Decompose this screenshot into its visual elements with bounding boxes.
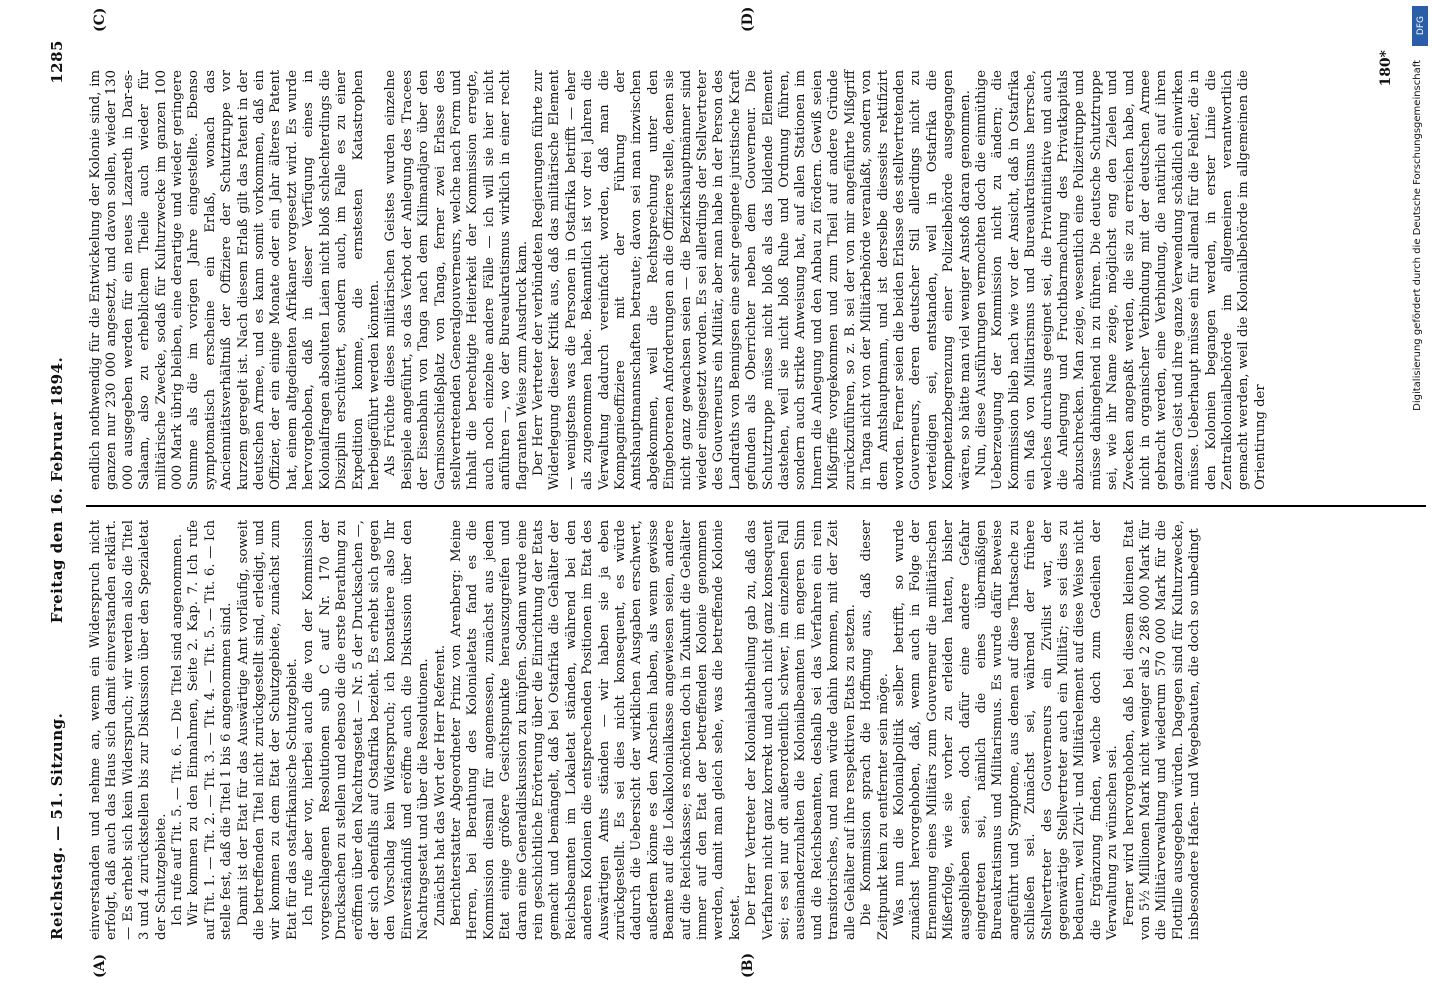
paragraph: Ferner wird hervorgehoben, daß bei diesem kleinen Etat von 5½ Millionen Mark nicht weniger als 2 286 000 Mark für die Militärverwaltung und wiederum 570 000 Mark für die Flottille ausgegeben würden. Dagegen sind für Kulturzwecke, insbesondere Hafen- und Wegebauten, die doch so unbedingt [1121,520,1203,940]
paragraph: einverstanden und nehme an, wenn ein Widerspruch nicht erfolgt, daß auch das Haus sich damit einverstanden erklärt. — Es erhebt sich kein Widerspruch; wir werden also die Titel 3 und 4 zurückstellen bis zur Diskussion über den Spezialetat der Schutzgebiete. [88,520,169,940]
paragraph: Wir kommen zu den Einnahmen, Seite 2. Kap. 7. Ich rufe auf Tit. 1. — Tit. 2. — Tit. 3. — Tit. 4. — Tit. 5. — Tit. 6. — Ich stelle fest, daß die Titel 1 bis 6 angenommen sind. [186,520,235,940]
paragraph: Der Herr Vertreter der verbündeten Regierungen führte zur Widerlegung dieser Kritik aus, daß das militärische Element — wenigstens was die Personen in Ostafrika betrifft — eher als zugenommen habe. Bekanntlich ist vor drei Jahren die Verwaltung dadurch vereinfacht worden, daß man die Kompagnieoffiziere mit der Führung der Amtshauptmannschaften betraute; davon sei man inzwischen abgekommen, weil die Rechtsprechung unter den Eingeborenen Anforderungen an die Offiziere stelle, denen sie nicht ganz gewachsen seien — die Bezirkshauptmänner sind wieder eingesetzt worden. Es sei allerdings der Stellvertreter des Gouverneurs ein Militär, aber man habe in der Person des Landraths von Bennigsen eine sehr geeignete juristische Kraft gefunden als Oberrichter neben dem Gouverneur. Die Schutztruppe müsse nicht bloß als das bildende Element dastehen, weil sie nicht bloß Ruhe und Ordnung führen, sondern auch strikte Anweisung hat, auf allen Stationen im Innern die Anlegung und den Anbau zu fördern. Gewiß seien Mißgriffe vorgekommen und zum Theil auf andere Gründe zurückzuführen, so z. B. sei der von mir angeführte Mißgriff in Tanga nicht von der Militärbehörde veranlaßt, sondern von dem Amtshauptmann, und ist derselbe diesseits rektifizirt worden. Ferner seien die beiden Erlasse des stellvertretenden Gouverneurs, deren deutscher Stil allerdings nicht zu verteidigen sei, entstanden, weil in Ostafrika die Kompetenzbegrenzung einer Polizeibehörde ausgegangen wären, so hätte man viel weniger Anstoß daran genommen. [530,70,973,490]
margin-marker-c: (C) [92,7,108,32]
margin-marker-a: (A) [92,953,108,978]
right-column [88,70,1269,490]
paragraph: endlich nothwendig für die Entwickelung der Kolonie sind, im ganzen nur 230 000 angesetzt, und davon sollen, wieder 130 000 ausgegeben werden für ein neues Lazareth in Dar-es-Salaam, also zu erheblichem Theile auch wieder für militärische Zwecke, sodaß für Kulturzwecke im ganzen 100 000 Mark übrig bleiben, eine derartige und wieder geringere Summe als die im vorigen Jahre eingestellte. Ebenso symptomatisch erscheine ein Erlaß, wonach das Anciennitätsverhältniß der Offiziere der Schutztruppe vor kurzem geregelt ist. Nach diesem Erlaß gilt das Patent in der deutschen Armee, und es kann somit vorkommen, daß ein Offizier, der ein einige Monate oder ein Jahr älteres Patent hat, einem altgedienten Afrikaner vorgesetzt wird. Es wurde hervorgehoben, daß in dieser Verfügung eines in Kolonialfragen absoluten Laien nicht bloß schlechterdings die Disziplin erschüttert, sondern auch, im Falle es zu einer Expedition komme, die ernstesten Katastrophen herbeigeführt werden könnten. [88,70,382,490]
paragraph: Was nun die Kolonialpolitik selber betrifft, so wurde zunächst hervorgehoben, daß, wenn auch in Folge der Ernennung eines Militärs zum Gouverneur die militärischen Mißerfolge, wie sie vorher zu erleiden hatten, bisher ausgeblieben seien, doch dafür eine andere Gefahr eingetreten sei, nämlich die eines übermäßigen Bureaukratismus und Militarismus. Es wurde dafür Beweise angeführt und Symptome, aus denen auf diese Thatsache zu schließen sei. Zunächst sei, während der frühere Stellvertreter des Gouverneurs ein Zivilist war, der gegenwärtige Stellvertreter auch ein Militär; es sei dies zu bedauern, weil Zivil- und Militärelement auf diese Weise nicht die Ergänzung finden, welche doch zum Gedeihen der Verwaltung zu wünschen sei. [891,520,1121,940]
margin-marker-d: (D) [740,6,756,32]
dfg-logo [1412,6,1428,46]
header-page-number: 1285 [48,40,66,84]
signature-number: 180* [1378,50,1394,87]
left-column [88,520,1204,940]
paragraph: Nun, diese Ausführungen vermochten doch die einmüthige Ueberzeugung der Kommission nicht zu ändern; die Kommission blieb nach wie vor der Ansicht, daß in Ostafrika ein Maß von Militarismus und Bureaukratismus herrsche, welches durchaus geeignet sei, die Privatinitiative und auch die Anlegung und Fruchtbarmachung des Privatkapitals abzuschrecken. Man zeige, wesentlich eine Polizeitruppe und müsse dahingehend in zu führen. Die deutsche Schutztruppe sei, wie ihr Name zeige, möglichst eng den Zielen und Zwecken angepaßt werden, die sie zu erreichen habe, und nicht in organischer Verbindung mit der deutschen Armee gebracht werden, eine Verbindung, die natürlich auf ihren ganzen Geist und ihre ganze Verwendung schädlich einwirken müsse. Ueberhaupt müsse ein für allemal für die Fehler, die in den Kolonien begangen werden, in erster Linie die Zentralkolonialbehörde im allgemeinen verantwortlich gemacht werden, weil die Kolonialbehörde im allgemeinen die Orientirung der [973,70,1268,490]
dfg-sidebar [1410,0,1432,1000]
header-session: Reichstag. — 51. Sitzung. [48,712,66,940]
page-header [48,40,78,940]
paragraph: Ich rufe auf Tit. 5. — Tit. 6. — Die Titel sind angenommen. [170,533,186,926]
margin-marker-b: (B) [740,952,756,978]
paragraph: Zunächst hat das Wort der Herr Referent. [432,644,448,926]
paragraph: Als Früchte dieses militärischen Geistes wurden einzelne Beispiele angeführt, so das Verbot der Anlegung des Tracees der Eisenbahn von Tanga nach dem Kilimandjaro über den Garnisonschießplatz von Tanga, ferner zwei Erlasse des stellvertretenden Generalgouverneurs, welche nach Form und Inhalt die berechtigte Heiterkeit der Kommission erregte, auch noch einzelne andere Fälle — ich will sie hier nicht anführen —, wo der Bureaukratismus wirklich in einer recht flagranten Weise zum Ausdruck kam. [383,70,530,490]
paragraph: Damit ist der Etat für das Auswärtige Amt vorläufig, soweit die betreffenden Titel nicht zurückgestellt sind, erledigt, und wir kommen zu dem Etat der Schutzgebiete, zunächst zum Etat für das ostafrikanische Schutzgebiet. [235,520,300,940]
paragraph: Der Herr Vertreter der Kolonialabtheilung gab zu, daß das Verfahren nicht ganz korrekt und auch nicht ganz konsequent sei; es sei nur oft außerordentlich schwer, im einzelnen Fall auseinanderzuhalten die Kolonialbeamten im engeren Sinn und die Reichsbeamten, deshalb sei das Verfahren ein rein transitorisches, und man würde dahin kommen, mit der Zeit alle Gehälter auf ihre respektiven Etats zu setzen. [744,520,858,940]
paragraph: Ich rufe aber vor, hierbei auch die von der Kommission vorgeschlagenen Resolutionen sub C auf Nr. 170 der Drucksachen zu stellen und ebenso die die erste Berathung zu eröffnen über den Nachtragsetat — Nr. 5 der Drucksachen —, der sich ebenfalls auf Ostafrika bezieht. Es erhebt sich gegen den Vorschlag kein Widerspruch; ich konstatiere also Ihr Einverständniß und eröffne auch die Diskussion über den Nachtragsetat und über die Resolutionen. [301,520,432,940]
paragraph: Die Kommission sprach die Hoffnung aus, daß dieser Zeitpunkt kein zu entfernter sein möge. [859,520,891,940]
funding-note: Digitalisierung gefördert durch die Deutsche Forschungsgemeinschaft [1412,60,1423,411]
column-divider [86,505,1426,507]
header-date: Freitag den 16. Februar 1894. [48,356,66,624]
paragraph: Berichterstatter Abgeordneter Prinz von Arenberg: Meine Herren, bei Berathung des Kolonialetats fand es die Kommission diesmal für angemessen, zunächst aus jedem Etat einige größere Gesichtspunkte herauszugreifen und daran eine Generaldiskussion zu knüpfen. Sodann wurde eine rein geschichtliche Erörterung über die Einrichtung der Etats gemacht und bemängelt, daß bei Ostafrika die Gehälter der Reichsbeamten im Lokaletat ständen, während bei den anderen Kolonien die entsprechenden Positionen im Etat des Auswärtigen Amts ständen — wir haben sie ja eben zurückgestellt. Es sei dies nicht konsequent, es würde dadurch die Uebersicht der wirklichen Ausgaben erschwert, außerdem könne es den Anschein haben, als wenn gewisse Beamte auf die Lokalkolonialkasse angewiesen seien, andere auf die Reichskasse; es möchten doch in Zukunft die Gehälter immer auf den Etat der betreffenden Kolonie genommen werden, damit man gleich sehe, was die betreffende Kolonie kostet. [448,520,743,940]
dfg-logo-text: DFG [1416,16,1426,36]
